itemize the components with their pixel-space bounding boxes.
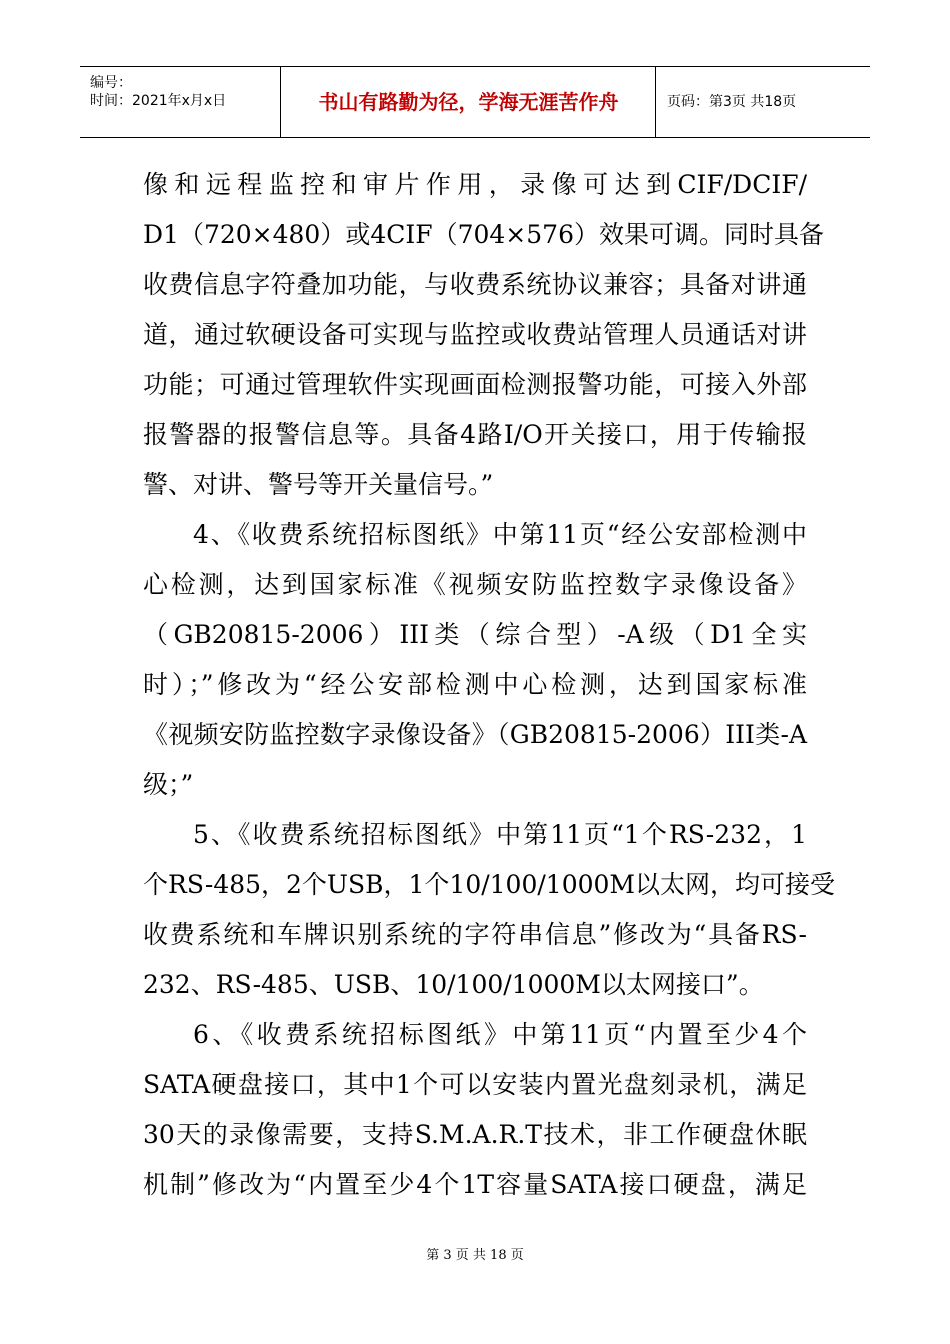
body-line: 收费系统和车牌识别系统的字符串信息”修改为“具备RS-	[143, 920, 807, 949]
body-line: 《视频安防监控数字录像设备》（GB20815-2006）III类-A	[143, 720, 807, 749]
body-line: 道，通过软硬设备可实现与监控或收费站管理人员通话对讲	[143, 320, 807, 349]
body-line: 时）；”修改为“经公安部检测中心检测，达到国家标准	[143, 670, 807, 699]
body-line: 警、对讲、警号等开关量信号。”	[143, 470, 494, 499]
body-line: 心检测，达到国家标准《视频安防监控数字录像设备》	[143, 570, 807, 599]
header-meta-cell	[80, 67, 281, 137]
body-line: 5、《收费系统招标图纸》中第11页“1个RS-232，1	[193, 820, 807, 849]
body-line: 4、《收费系统招标图纸》中第11页“经公安部检测中	[193, 520, 807, 549]
document-body	[143, 160, 836, 1210]
body-line: 机制”修改为“内置至少4个1T容量SATA接口硬盘，满足	[143, 1170, 807, 1199]
body-line: 30天的录像需要，支持S.M.A.R.T技术，非工作硬盘休眠	[143, 1120, 807, 1149]
body-line: 6、《收费系统招标图纸》中第11页“内置至少4个	[193, 1020, 807, 1049]
page-footer: 第 3 页 共 18 页	[426, 1248, 524, 1263]
body-line: D1（720×480）或4CIF（704×576）效果可调。同时具备	[143, 220, 824, 249]
body-line: SATA硬盘接口，其中1个可以安装内置光盘刻录机，满足	[143, 1070, 807, 1099]
body-line: 像和远程监控和审片作用，录像可达到CIF/DCIF/	[143, 170, 807, 199]
header-page-info: 页码：第3页 共18页	[667, 94, 797, 110]
body-line: 报警器的报警信息等。具备4路I/O开关接口，用于传输报	[143, 420, 807, 449]
header-motto: 书山有路勤为径，学海无涯苦作舟	[318, 90, 619, 114]
document-number-label: 编号：	[90, 75, 132, 91]
document-date: 时间：2021年x月x日	[90, 93, 227, 109]
header-motto-cell	[282, 67, 656, 137]
body-line: 级；”	[143, 770, 194, 799]
body-line: 个RS-485，2个USB，1个10/100/1000M以太网，均可接受	[143, 870, 836, 899]
header-page-cell	[657, 67, 870, 137]
page-header	[80, 66, 870, 138]
body-line: 收费信息字符叠加功能，与收费系统协议兼容；具备对讲通	[143, 270, 807, 299]
body-line: （GB20815-2006）III类（综合型）-A级（D1全实	[143, 620, 807, 649]
body-line: 功能；可通过管理软件实现画面检测报警功能，可接入外部	[143, 370, 807, 399]
body-line: 232、RS-485、USB、10/100/1000M以太网接口”。	[143, 970, 764, 999]
